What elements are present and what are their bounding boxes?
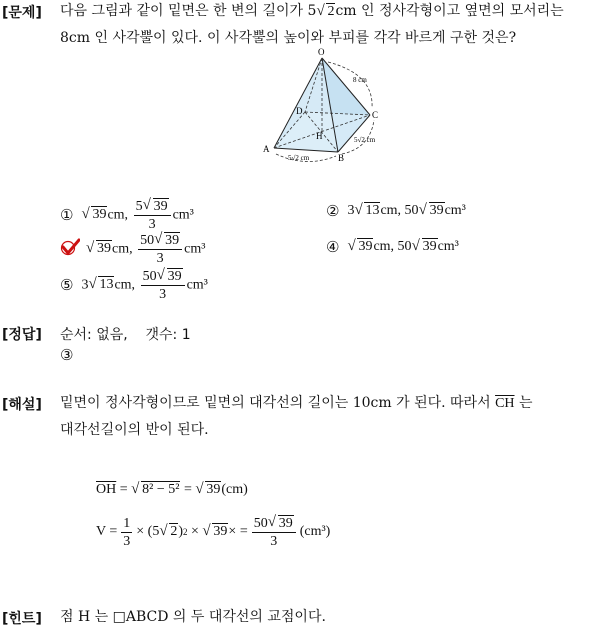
solution-line-2: 대각선길이의 반이 된다. xyxy=(60,422,209,438)
hint-tag: [힌트] xyxy=(2,611,42,627)
fraction: $\frac{50 √ 39}{3}$ xyxy=(141,268,185,303)
label-C: C xyxy=(372,110,379,120)
sqrt: √ 39 xyxy=(419,203,445,219)
problem-line-1: 다음 그림과 같이 밑면은 한 변의 길이가 5 √ 2cm 인 정사각형이고 옆면의 모서리는 xyxy=(60,0,590,25)
answer-line: 순서: 없음, 갯수: 1 xyxy=(60,327,191,343)
base-label-2: 5√2 cm xyxy=(354,136,376,144)
choice-1[interactable]: ① √ 39cm, $\frac{5 √ 39}{3}$ cm³ xyxy=(60,196,194,234)
label-O: O xyxy=(318,47,325,57)
sqrt: √ 13 xyxy=(354,203,380,219)
solution-tag: [해설] xyxy=(2,397,42,413)
equation-1: $\overline{OH}$ = √ 8² − 5² = √ 39(cm) xyxy=(96,482,248,498)
problem-line-2: 8cm 인 사각뿔이 있다. 이 사각뿔의 높이와 부피를 각각 바르게 구한 것은? xyxy=(60,30,517,46)
choice-3[interactable]: √ 39cm, $\frac{50 √ 39}{3}$ cm³ xyxy=(60,230,205,268)
label-H: H xyxy=(316,131,323,141)
solution-text xyxy=(60,390,590,443)
fraction: $\frac{50 √ 39}{3}$ xyxy=(138,232,182,267)
sqrt: √ 39 xyxy=(86,241,112,257)
hint-text: 점 H 는 □ABCD 의 두 대각선의 교점이다. xyxy=(60,609,326,625)
base-label-1: 5√2 cm xyxy=(288,154,310,162)
label-A: A xyxy=(263,144,270,154)
choice-2[interactable]: ② 3 √ 13cm, 50 √ 39cm³ xyxy=(326,196,466,226)
check-mark-icon xyxy=(60,238,82,260)
problem-tag: [문제] xyxy=(2,5,42,21)
label-B: B xyxy=(338,153,345,163)
sqrt: √ 39 xyxy=(412,239,438,255)
equation-2: V = $\frac{1}{3}$ × (5 √ 2 ) 2 × √ 39 × = $\frac{50 √ 39}{3}$ (cm³) xyxy=(96,512,330,552)
answer-tag: [정답] xyxy=(2,327,42,343)
choice-4[interactable]: ④ √ 39cm, 50 √ 39cm³ xyxy=(326,232,459,262)
sqrt: √ 13 xyxy=(88,277,114,293)
sqrt: √ 2 xyxy=(316,0,335,25)
label-D: D xyxy=(296,106,303,116)
sqrt: √ 39 xyxy=(347,239,373,255)
choice-5[interactable]: ⑤ 3 √ 13cm, $\frac{50 √ 39}{3}$ cm³ xyxy=(60,266,208,304)
fraction: $\frac{5 √ 39}{3}$ xyxy=(134,198,171,233)
sqrt: √ 39 xyxy=(81,207,107,223)
answer-value: ③ xyxy=(60,346,74,364)
pyramid-figure xyxy=(258,44,398,164)
edge-label: 8 cm xyxy=(353,76,367,84)
solution-line-1: 밑면이 정사각형이므로 밑면의 대각선의 길이는 10cm 가 된다. 따라서 $\overline{CH}$ 는 xyxy=(60,395,533,411)
